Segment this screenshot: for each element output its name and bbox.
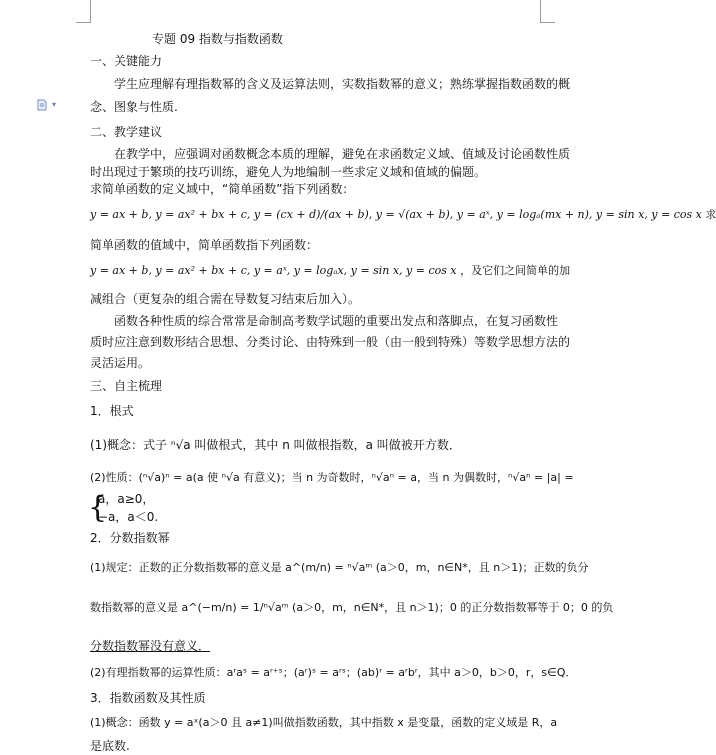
paragraph: 质时应注意到数形结合思想、分类讨论、由特殊到一般（由一般到特殊）等数学思想方法的	[90, 335, 571, 349]
paragraph: 是底数.	[90, 739, 130, 753]
section-heading-2: 二、教学建议	[90, 125, 163, 139]
paragraph: 时出现过于繁琐的技巧训练，避免人为地编制一些求定义域和值域的偏题。	[90, 165, 487, 179]
formula-tail: ，及它们之间简单的加	[460, 264, 571, 277]
formula-line	[90, 207, 716, 223]
page-corner-top-left	[76, 0, 91, 23]
paragraph: 学生应理解有理指数幂的含义及运算法则，实数指数幂的意义；熟练掌握指数函数的概	[114, 77, 571, 91]
paragraph: 简单函数的值域中，简单函数指下列函数：	[90, 238, 319, 252]
brace-symbol: {	[88, 490, 108, 525]
subheading: 2．分数指数幂	[90, 531, 170, 545]
paragraph: 分数指数幂没有意义．	[90, 639, 211, 653]
page-title: 专题 09 指数与指数函数	[152, 32, 283, 46]
paragraph: (2)性质：(ⁿ√a)ⁿ = a(a 使 ⁿ√a 有意义)；当 n 为奇数时，ⁿ√aⁿ = a，当 n 为偶数时，ⁿ√aⁿ = |a| =	[90, 471, 574, 484]
paragraph: (1)概念：式子 ⁿ√a 叫做根式，其中 n 叫做根指数，a 叫做被开方数．	[90, 438, 461, 452]
formula: y = ax + b, y = ax² + bx + c, y = aˣ, y = logₐx, y = sin x, y = cos x	[90, 264, 457, 277]
formula-line	[90, 263, 570, 279]
formula-tail: 求	[705, 208, 716, 221]
formula: y = ax + b, y = ax² + bx + c, y = (cx + d)/(ax + b), y = √(ax + b), y = aˣ, y = logₐ(mx + n), y = sin x, y = cos x	[90, 208, 702, 221]
subheading: 1．根式	[90, 404, 134, 418]
section-heading-3: 三、自主梳理	[90, 379, 163, 393]
paragraph: 减组合（更复杂的组合需在导数复习结束后加入）。	[90, 292, 361, 306]
subheading: 3．指数函数及其性质	[90, 691, 206, 705]
paragraph: 念、图象与性质.	[90, 100, 178, 114]
piecewise-case: a，a≥0，	[98, 492, 155, 506]
paragraph: 在教学中，应强调对函数概念本质的理解，避免在求函数定义域、值域及讨论函数性质	[114, 147, 571, 161]
paragraph: 数指数幂的意义是 a^(−m/n) = 1/ⁿ√aᵐ (a＞0，m，n∈N*，且 n＞1)；0 的正分数指数幂等于 0；0 的负	[90, 601, 614, 614]
section-heading-1: 一、关键能力	[90, 54, 163, 68]
paragraph: 灵活运用。	[90, 356, 151, 370]
paragraph: (1)概念：函数 y = aˣ(a＞0 且 a≠1)叫做指数函数，其中指数 x 是变量，函数的定义域是 R，a	[90, 716, 558, 729]
paragraph: (2)有理指数幂的运算性质：aʳaˢ = aʳ⁺ˢ；(aʳ)ˢ = aʳˢ；(ab)ʳ = aʳbʳ，其中 a＞0，b＞0，r，s∈Q．	[90, 666, 577, 679]
document-icon[interactable]	[36, 99, 48, 111]
paragraph: 求简单函数的定义域中，“简单函数”指下列函数：	[90, 182, 355, 196]
paragraph: 函数各种性质的综合常常是命制高考数学试题的重要出发点和落脚点，在复习函数性	[114, 314, 559, 328]
chevron-down-icon[interactable]: ▾	[52, 100, 57, 109]
paragraph: (1)规定：正数的正分数指数幂的意义是 a^(m/n) = ⁿ√aᵐ (a＞0，m，n∈N*，且 n＞1)；正数的负分	[90, 561, 589, 574]
piecewise-case: −a，a＜0.	[98, 510, 159, 524]
page-corner-top-right	[540, 0, 555, 23]
